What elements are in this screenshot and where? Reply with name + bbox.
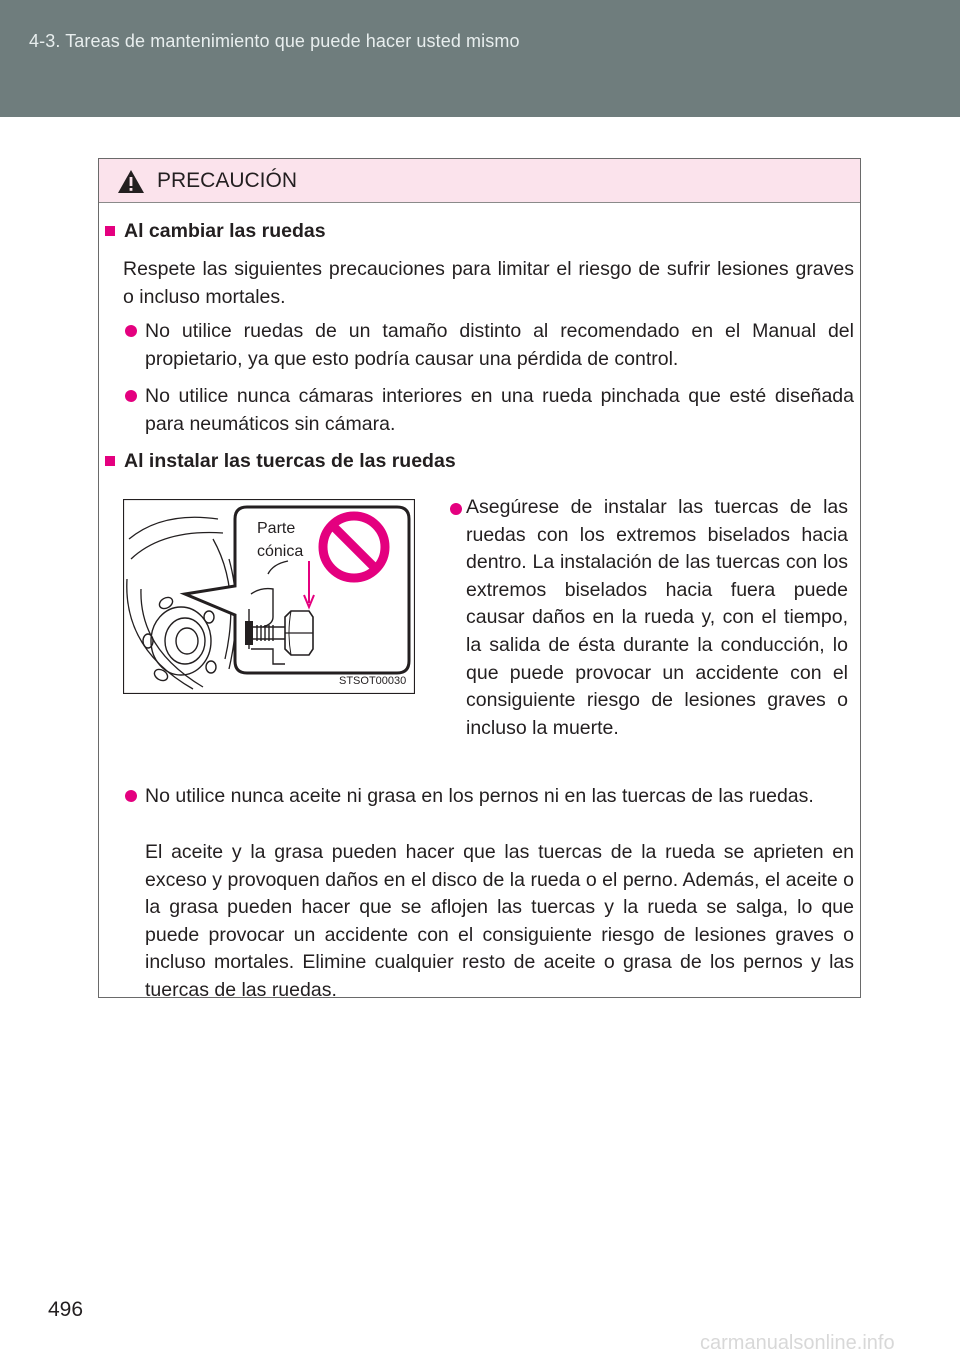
page-number: 496: [48, 1298, 84, 1321]
svg-text:cónica: cónica: [257, 543, 304, 560]
bullet-inner-tubes: No utilice nunca cámaras interiores en una rueda pinchada que esté diseñada para neumáticos sin cámara.: [145, 385, 854, 435]
section-intro: Respete las siguientes precauciones para limitar el riesgo de sufrir lesiones graves o incluso mortales.: [123, 258, 854, 308]
section-heading-nuts: Al instalar las tuercas de las ruedas: [124, 450, 456, 472]
svg-text:Parte: Parte: [257, 520, 296, 537]
caution-title: PRECAUCIÓN: [157, 169, 298, 192]
bullet-dot-icon: [450, 503, 462, 515]
square-bullet-icon: [105, 456, 115, 466]
bullet-bevel-nuts: Asegúrese de instalar las tuercas de las ruedas con los extremos biselados hacia dentro. La instalación de las tuercas con los extremos biselados hacia fuera puede causar daños en la rueda y, con el tiempo, la salida de ésta durante la conducción, lo que puede provocar un accidente con el consiguiente riesgo de lesiones graves o incluso la muerte.: [466, 496, 848, 739]
square-bullet-icon: [105, 226, 115, 236]
bullet-no-oil: No utilice nunca aceite ni grasa en los pernos ni en las tuercas de las ruedas.: [145, 785, 814, 807]
bullet-dot-icon: [125, 390, 137, 402]
warning-triangle-icon: [117, 169, 145, 194]
watermark: carmanualsonline.info: [700, 1332, 895, 1354]
bullet-wheel-size: No utilice ruedas de un tamaño distinto al recomendado en el Manual del propietario, ya que esto podría causar una pérdida de control.: [145, 320, 854, 370]
wheel-nut-illustration: [123, 499, 415, 694]
section-title: 4-3. Tareas de mantenimiento que puede hacer usted mismo: [29, 31, 520, 51]
bullet-dot-icon: [125, 325, 137, 337]
bullet-dot-icon: [125, 790, 137, 802]
bullet-no-oil-detail: El aceite y la grasa pueden hacer que las tuercas de la rueda se aprieten en exceso y provoquen daños en el disco de la rueda o el perno. Además, el aceite o la grasa pueden hacer que se aflojen las tuercas y la rueda se salga, lo que puede provocar un accidente con el consiguiente riesgo de lesiones graves o incluso mortales. Elimine cualquier resto de aceite o grasa de los pernos y las tuercas de las ruedas.: [145, 841, 854, 1001]
section-heading-wheels: Al cambiar las ruedas: [124, 220, 326, 242]
header-band: [0, 0, 960, 117]
figure-code: STSOT00030: [339, 675, 407, 687]
caution-header: [99, 159, 860, 203]
